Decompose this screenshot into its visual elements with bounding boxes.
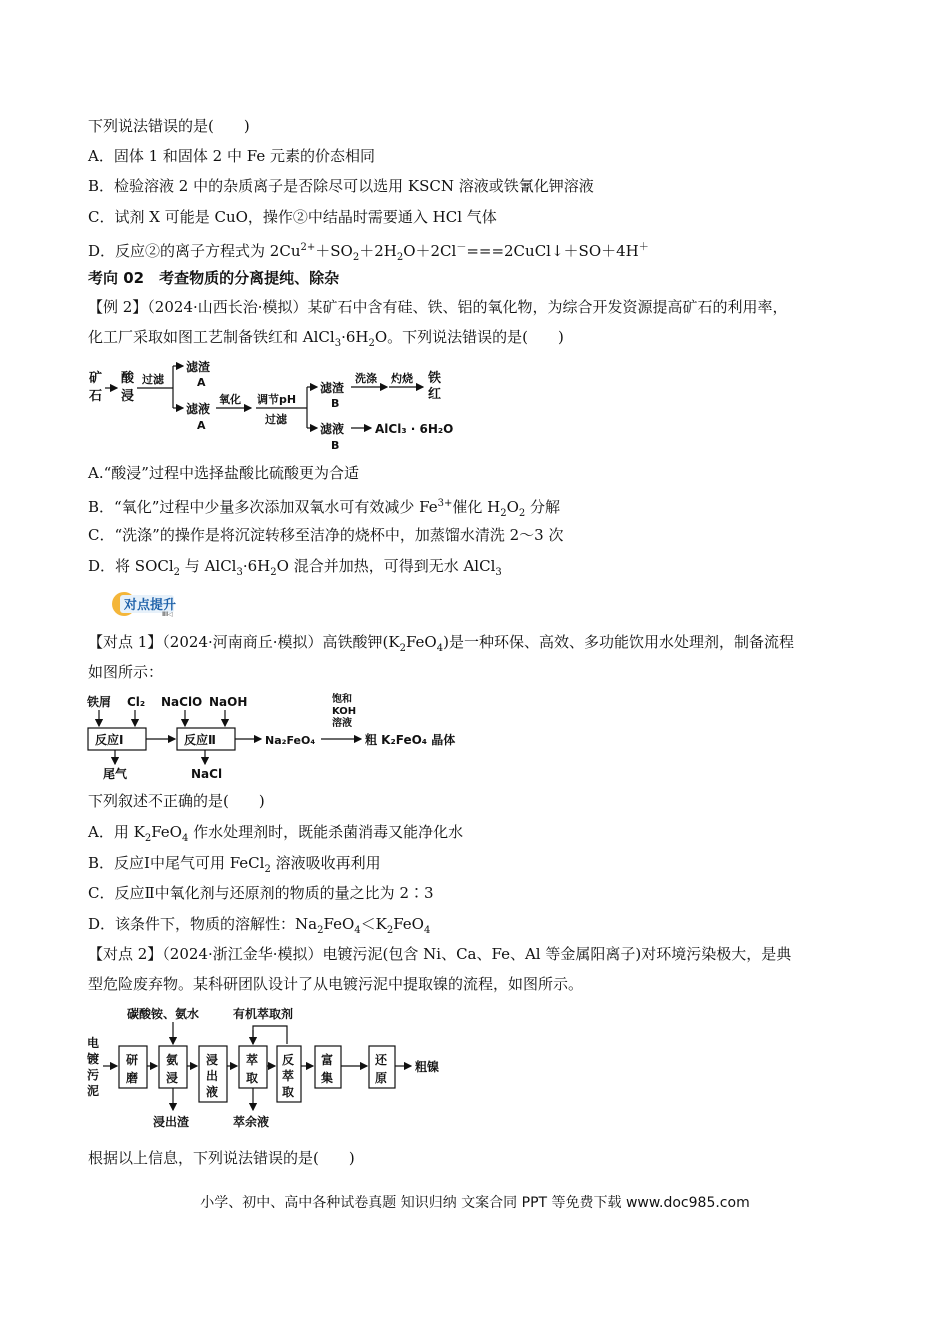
flow-leachate-3: 液 bbox=[206, 1085, 219, 1099]
ex2-option-c: C．“洗涤”的操作是将沉淀转移至洁净的烧杯中，加蒸馏水清洗 2～3 次 bbox=[88, 526, 564, 544]
flow-ammonia-2: 浸 bbox=[166, 1071, 179, 1085]
flow-filtrate-b: 滤液 bbox=[320, 422, 345, 436]
dd1-line1: 【对点 1】（2024·河南商丘·模拟）高铁酸钾$(K_2FeO_4)$是一种环保、高效、多功能饮用水处理剂，制备流程 bbox=[88, 633, 794, 654]
section-heading: 考向 02 考查物质的分离提纯、除杂 bbox=[88, 269, 340, 287]
flow-iron-red-1: 铁 bbox=[428, 371, 442, 386]
dd2-flow-diagram bbox=[85, 1002, 465, 1138]
flow-extract-1: 萃 bbox=[246, 1053, 259, 1067]
flow-nacl: NaCl bbox=[191, 767, 223, 781]
flow-oxidize: 氧化 bbox=[219, 393, 241, 406]
flow-leachate-1: 浸 bbox=[206, 1053, 219, 1067]
flow-extract-2: 取 bbox=[246, 1071, 259, 1085]
flow-na2feo4: Na₂FeO₄ bbox=[265, 734, 316, 747]
flow-filtrate-a: 滤液 bbox=[186, 402, 211, 416]
ex2-option-b: B．“氧化”过程中少量多次添加双氧水可有效减少 $Fe^{3+}$催化 $H_2O_2$ 分解 bbox=[88, 498, 561, 519]
flow-reaction-1: 反应Ⅰ bbox=[95, 733, 124, 747]
flow-iron-red-2: 红 bbox=[428, 387, 442, 402]
flow-ore-2: 石 bbox=[89, 389, 103, 404]
flow-reduce-2: 原 bbox=[375, 1071, 388, 1085]
flow-filtrate-a-label: A bbox=[197, 419, 206, 432]
flow-raffinate: 萃余液 bbox=[233, 1115, 270, 1129]
flow-reaction-2: 反应Ⅱ bbox=[184, 733, 216, 747]
badge-arrows-icon: ⅡⅠ◁ bbox=[162, 611, 173, 617]
flow-iron-scrap: 铁屑 bbox=[87, 695, 112, 709]
flow-enrich-1: 富 bbox=[321, 1053, 334, 1067]
flow-back-1: 反 bbox=[282, 1053, 295, 1067]
dd1-stem: 下列叙述不正确的是( ) bbox=[88, 792, 265, 810]
flow-solution: 溶液 bbox=[332, 718, 352, 729]
flow-ore-1: 矿 bbox=[89, 371, 103, 386]
flow-enrich-2: 集 bbox=[321, 1071, 334, 1085]
dd1-line2: 如图所示： bbox=[88, 663, 164, 681]
flow-reduce-1: 还 bbox=[375, 1053, 388, 1067]
dd1-flow-diagram bbox=[85, 690, 475, 782]
q1-option-d: D．反应②的离子方程式为 $2Cu^{2+}+SO_2+2H_2O+2Cl^-===2CuCl↓+SO+4H^+$ bbox=[88, 242, 649, 263]
flow-filter-2: 过滤 bbox=[265, 413, 287, 426]
flow-residue-b: 滤渣 bbox=[320, 381, 345, 395]
flow-burn: 灼烧 bbox=[391, 372, 413, 385]
flow-naclo: NaClO bbox=[161, 695, 203, 709]
ex2-flow-diagram bbox=[85, 352, 465, 456]
flow-cl2: Cl₂ bbox=[127, 695, 146, 709]
flow-alcl3: AlCl₃ · 6H₂O bbox=[375, 422, 454, 436]
flow-acid-2: 浸 bbox=[121, 389, 135, 404]
ex2-option-d: D．将 SOCl$_2$ 与 $AlCl_3\cdot 6H_2O$ 混合并加热，可得到无水 AlCl$_3$ bbox=[88, 557, 502, 578]
flow-crude-k2feo4: 粗 K₂FeO₄ 晶体 bbox=[365, 733, 456, 747]
flow-ammonia-1: 氨 bbox=[166, 1053, 179, 1067]
flow-wash: 洗涤 bbox=[355, 372, 377, 385]
q1-stem: 下列说法错误的是( ) bbox=[88, 117, 250, 135]
flow-sludge-3: 污 bbox=[87, 1068, 100, 1082]
flow-acid-1: 酸 bbox=[121, 371, 135, 386]
flow-grind-1: 研 bbox=[126, 1053, 139, 1067]
flow-residue-a: 滤渣 bbox=[186, 360, 211, 374]
flow-leachate-2: 出 bbox=[206, 1069, 219, 1083]
q1-option-b: B．检验溶液 2 中的杂质离子是否除尽可以选用 KSCN 溶液或铁氰化钾溶液 bbox=[88, 177, 594, 195]
dd1-option-b: B．反应Ⅰ中尾气可用 FeCl$_2$ 溶液吸收再利用 bbox=[88, 854, 381, 875]
dd1-option-d: D．该条件下，物质的溶解性：$Na_2FeO_4<K_2FeO_4$ bbox=[88, 915, 431, 936]
badge-text: 对点提升 bbox=[124, 598, 177, 613]
practice-badge bbox=[112, 591, 178, 617]
flow-sludge-4: 泥 bbox=[87, 1084, 100, 1098]
dd2-stem: 根据以上信息，下列说法错误的是( ) bbox=[88, 1149, 355, 1167]
page-footer: 小学、初中、高中各种试卷真题 知识归纳 文案合同 PPT 等免费下载 www.doc985.com bbox=[200, 1195, 750, 1211]
flow-organic-extractant: 有机萃取剂 bbox=[233, 1007, 294, 1021]
flow-naoh: NaOH bbox=[209, 695, 248, 709]
flow-crude-nickel: 粗镍 bbox=[415, 1060, 440, 1074]
q1-option-a: A．固体 1 和固体 2 中 Fe 元素的价态相同 bbox=[88, 147, 375, 165]
flow-adjust-ph: 调节pH bbox=[257, 393, 297, 406]
dd1-option-c: C．反应Ⅱ中氧化剂与还原剂的物质的量之比为 2∶3 bbox=[88, 884, 434, 902]
ex2-line2: 化工厂采取如图工艺制备铁红和 $AlCl_3\cdot 6H_2O$。下列说法错误的是( ) bbox=[88, 328, 564, 349]
flow-saturated: 饱和 bbox=[332, 694, 352, 705]
ex2-line1: 【例 2】（2024·山西长治·模拟）某矿石中含有硅、铁、铝的氧化物，为综合开发资源提高矿石的利用率， bbox=[88, 298, 788, 316]
flow-residue-b-label: B bbox=[331, 397, 340, 410]
flow-residue-a-label: A bbox=[197, 376, 206, 389]
flow-sludge-2: 镀 bbox=[87, 1052, 100, 1066]
flow-grind-2: 磨 bbox=[126, 1071, 139, 1085]
q1-option-c: C．试剂 X 可能是 CuO，操作②中结晶时需要通入 HCl 气体 bbox=[88, 208, 497, 226]
flow-back-2: 萃 bbox=[282, 1069, 295, 1083]
ex2-option-a: A.“酸浸”过程中选择盐酸比硫酸更为合适 bbox=[88, 464, 359, 482]
flow-ammonium-carbonate: 碳酸铵、氨水 bbox=[127, 1007, 200, 1021]
flow-filtrate-b-label: B bbox=[331, 439, 340, 452]
flow-tail-gas: 尾气 bbox=[103, 767, 128, 781]
flow-filter: 过滤 bbox=[142, 373, 164, 386]
flow-back-3: 取 bbox=[282, 1085, 295, 1099]
flow-sludge-1: 电 bbox=[87, 1036, 100, 1050]
flow-koh: KOH bbox=[332, 706, 357, 717]
dd2-line1: 【对点 2】（2024·浙江金华·模拟）电镀污泥(包含 Ni、Ca、Fe、Al 等金属阳离子)对环境污染极大，是典 bbox=[88, 945, 792, 963]
flow-leach-residue: 浸出渣 bbox=[153, 1115, 190, 1129]
dd2-line2: 型危险废弃物。某科研团队设计了从电镀污泥中提取镍的流程，如图所示。 bbox=[88, 975, 584, 993]
dd1-option-a: A．用 $K_2FeO_4$ 作水处理剂时，既能杀菌消毒又能净化水 bbox=[88, 823, 464, 844]
